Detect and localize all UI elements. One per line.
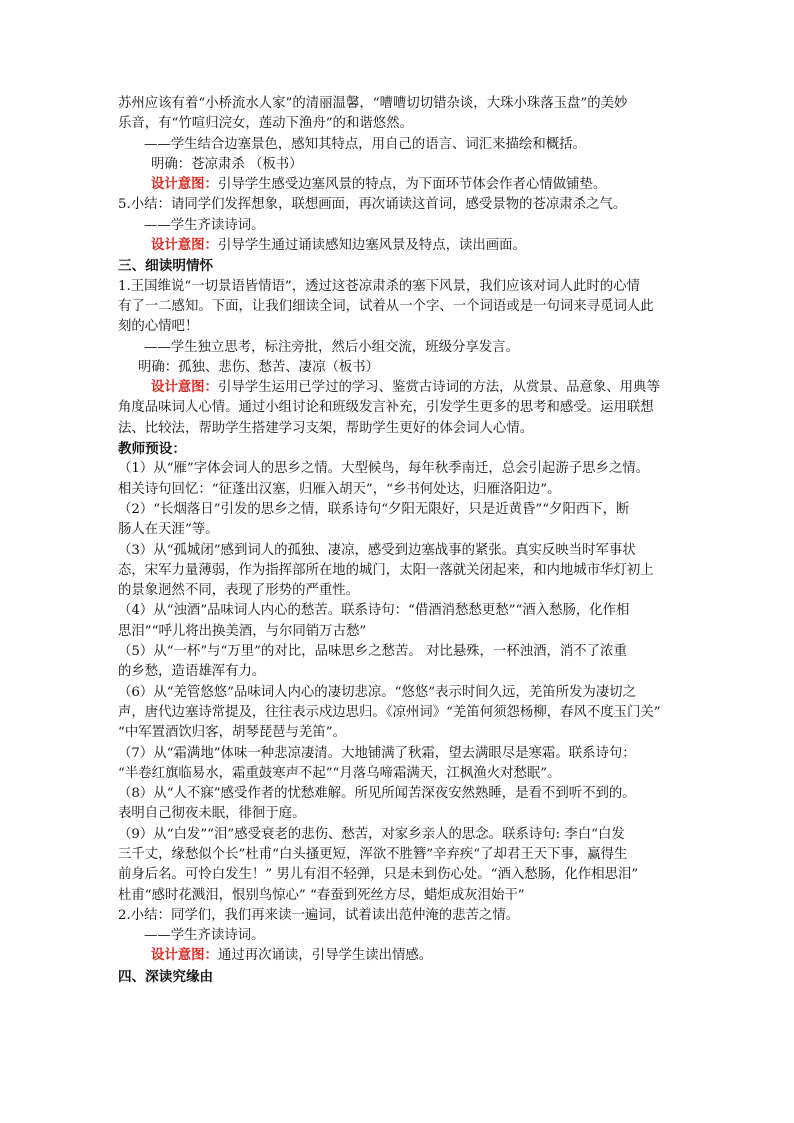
- text-line: [118, 886, 678, 906]
- text-line: [118, 520, 678, 540]
- text-line: [118, 601, 678, 621]
- line-text: “中军置酒饮归客，胡琴琵琶与羌笛”。: [118, 725, 346, 741]
- line-text: 角度品味词人心情。通过小组讨论和班级发言补充，引发学生更多的思考和感受。运用联想: [118, 400, 654, 416]
- text-line: [118, 378, 678, 398]
- line-text: 2.小结：同学们，我们再来读一遍词，试着读出范仲淹的悲苦之情。: [118, 907, 520, 923]
- text-line: [118, 114, 678, 134]
- line-text: 乐音，有“竹喧归浣女，莲动下渔舟”的和谐悠然。: [118, 116, 413, 132]
- line-text: （4）从“浊酒”品味词人内心的愁苦。联系诗句：“借酒消愁愁更愁”“酒入愁肠，化作相: [118, 603, 630, 619]
- line-text: 前身后名。可怜白发生！” 男儿有泪不轻弹，只是未到伤心处。“酒入愁肠，化作相思泪”: [118, 867, 639, 883]
- line-text: 苏州应该有着“小桥流水人家”的清丽温馨，“嘈嘈切切错杂谈，大珠小珠落玉盘”的美妙: [118, 96, 628, 111]
- text-line: [118, 135, 678, 155]
- design-intent-label: 设计意图：: [151, 238, 218, 254]
- line-text: 表明自己彻夜未眠，徘徊于庭。: [118, 806, 306, 822]
- line-text: （1）从“雁”字体会词人的思乡之情。大型候鸟，每年秋季南迁，总会引起游子思乡之情。: [118, 461, 650, 477]
- text-line: [118, 419, 678, 439]
- line-text: 法、比较法，帮助学生搭建学习支架，帮助学生更好的体会词人心情。: [118, 420, 534, 436]
- line-text: 的乡愁，造语雄浑有力。: [118, 664, 266, 680]
- line-text: 三千丈，缘愁似个长”杜甫“白头搔更短，浑欲不胜簪”辛弃疾“了却君王天下事，赢得生: [118, 846, 628, 862]
- design-intent-label: 设计意图：: [151, 948, 218, 964]
- line-text: （8）从“人不寐”感受作者的忧愁难解。所见所闻苦深夜安然熟睡，是看不到听不到的。: [118, 786, 636, 802]
- text-line: [118, 622, 678, 642]
- line-text: ——学生齐读诗词。: [144, 217, 265, 233]
- text-line: [118, 865, 678, 885]
- text-line: [118, 683, 678, 703]
- text-line: [118, 825, 678, 845]
- text-line: [118, 926, 678, 946]
- line-text: 引导学生通过诵读感知边塞风景及特点，读出画面。: [217, 238, 526, 254]
- line-text: 肠人在天涯”等。: [118, 522, 219, 538]
- text-line: [118, 297, 678, 317]
- line-text: 教师预设：: [118, 441, 186, 458]
- line-text: （3）从“孤城闭”感到词人的孤独、凄凉，感受到边塞战事的紧张。真实反映当时军事状: [118, 542, 636, 558]
- line-text: （2）“长烟落日”引发的思乡之情，联系诗句“夕阳无限好，只是近黄昏”“夕阳西下，断: [118, 501, 630, 517]
- text-line: [118, 277, 678, 297]
- line-text: 四、深读究缘由: [118, 968, 214, 985]
- text-line: [118, 744, 678, 764]
- text-line: [118, 94, 678, 114]
- text-line: [118, 723, 678, 743]
- text-line: [118, 946, 678, 966]
- line-text: 5.小结：请同学们发挥想象，联想画面，再次诵读这首词，感受景物的苍凉肃杀之气。: [118, 197, 627, 213]
- text-line: [118, 317, 678, 337]
- text-line: [118, 784, 678, 804]
- line-text: （9）从“白发”“泪”感受衰老的悲伤、愁苦，对家乡亲人的思念。联系诗句: 李白“白发: [118, 826, 625, 842]
- text-line: [118, 764, 678, 784]
- text-line: [118, 155, 678, 175]
- text-line: [118, 845, 678, 865]
- line-text: （5）从“一杯”与“万里”的对比，品味思乡之愁苦。 对比悬殊，一杯浊酒，消不了浓重: [118, 644, 627, 660]
- line-text: 1.王国维说“一切景语皆情语”，透过这苍凉肃杀的塞下风景，我们应该对词人此时的心情: [118, 278, 640, 294]
- line-text: ——学生结合边塞景色，感知其特点，用自己的语言、词汇来描绘和概括。: [144, 136, 586, 152]
- line-text: ——学生独立思考，标注旁批，然后小组交流，班级分享发言。: [144, 339, 519, 355]
- section-heading: [118, 256, 678, 276]
- line-text: 的景象迥然不同，表现了形势的严重性。: [118, 583, 360, 599]
- text-line: [118, 561, 678, 581]
- line-text: 引导学生运用已学过的学习、鉴赏古诗词的方法，从赏景、品意象、用典等: [217, 380, 660, 396]
- line-text: 明确：孤独、悲伤、愁苦、凄凉（板书）: [138, 359, 380, 375]
- text-line: [118, 398, 678, 418]
- design-intent-label: 设计意图：: [151, 177, 218, 193]
- line-text: （7）从“霜满地”体味一种悲凉凄清。大地铺满了秋霜，望去满眼尽是寒霜。联系诗句：: [118, 745, 636, 761]
- text-line: [118, 642, 678, 662]
- line-text: 引导学生感受边塞风景的特点，为下面环节体会作者心情做铺垫。: [217, 177, 607, 193]
- text-line: [118, 804, 678, 824]
- line-text: 有了一二感知。下面，让我们细读全词，试着从一个字、一个词语或是一句词来寻觅词人此: [118, 298, 654, 314]
- line-text: 相关诗句回忆：“征蓬出汉塞，归雁入胡天”，“乡书何处达，归雁洛阳边”。: [118, 481, 561, 497]
- line-text: 杜甫“感时花溅泪，恨别鸟惊心” “春蚕到死丝方尽，蜡炬成灰泪始干”: [118, 887, 525, 903]
- text-line: [118, 236, 678, 256]
- line-text: 思泪”“呼儿将出换美酒，与尔同销万古愁”: [118, 623, 367, 639]
- line-text: 声，唐代边塞诗常提及，往往表示戍边思归。《凉州词》“羌笛何须怨杨柳，春风不度玉门关”: [118, 704, 661, 720]
- line-text: 明确：苍凉肃杀 （板书）: [151, 156, 303, 172]
- line-text: 刻的心情吧！: [118, 319, 199, 335]
- text-line: [118, 662, 678, 682]
- text-line: [118, 216, 678, 236]
- text-line: [118, 480, 678, 500]
- section-heading: [118, 439, 678, 459]
- document-page: [118, 94, 678, 987]
- line-text: “半卷红旗临易水，霜重鼓寒声不起”“月落乌啼霜满天，江枫渔火对愁眠”。: [118, 765, 561, 781]
- text-line: [118, 195, 678, 215]
- text-line: [118, 906, 678, 926]
- section-heading: [118, 967, 678, 987]
- text-line: [118, 358, 678, 378]
- text-line: [118, 500, 678, 520]
- design-intent-label: 设计意图：: [151, 380, 218, 396]
- text-line: [118, 338, 678, 358]
- text-line: [118, 541, 678, 561]
- text-line: [118, 581, 678, 601]
- text-line: [118, 459, 678, 479]
- line-text: 态，宋军力量薄弱，作为指挥部所在地的城门，太阳一落就关闭起来，和内地城市华灯初上: [118, 562, 654, 578]
- line-text: 三、细读明情怀: [118, 258, 214, 275]
- line-text: （6）从“羌管悠悠”品味词人内心的凄切悲凉。“悠悠”表示时间久远，羌笛所发为凄切之: [118, 684, 636, 700]
- text-line: [118, 175, 678, 195]
- line-text: ——学生齐读诗词。: [144, 928, 265, 944]
- text-line: [118, 703, 678, 723]
- line-text: 通过再次诵读，引导学生读出情感。: [217, 948, 433, 964]
